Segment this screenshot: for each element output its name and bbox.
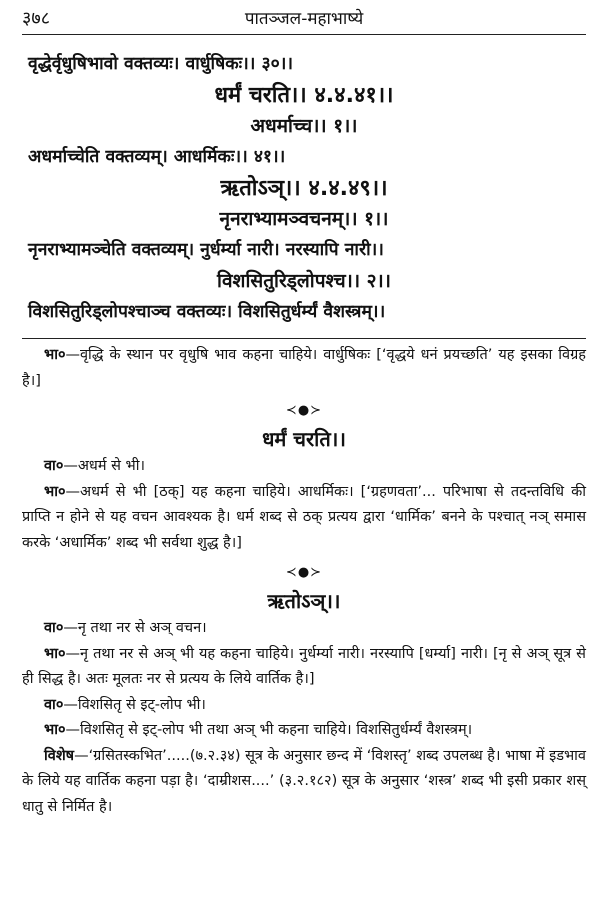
sutra-line: अधर्माच्चेति वक्तव्यम्। आधर्मिकः।। ४१।।	[28, 147, 286, 167]
commentary-paragraph: विशेष—‘ग्रसितस्कभित’.....(७.२.३४) सूत्र के अनुसार छन्द में ‘विशस्तृ’ शब्द उपलब्ध है। भाषा में इडभाव के लिये यह वार्तिक कहना पड़ा है। ‘दाम्रीशस....’ (३.२.१८२) सूत्र के अनुसार ‘शस्त्र’ शब्द भी इसी प्रकार शस् धातु से निर्मित है।	[22, 747, 586, 815]
section-heading: ऋतोऽञ्।।	[267, 589, 341, 613]
commentary-paragraph: भा०—विशसितृ से इट्-लोप भी तथा अञ् भी कहना चाहिये। विशसितुर्धर्म्यं वैशस्त्रम्।	[44, 722, 473, 738]
page-header	[22, 0, 586, 35]
sutra-line: वृद्धेर्वृधुषिभावो वक्तव्यः। वार्धुषिकः।। ३०।।	[28, 54, 293, 74]
sutra-heading: ऋतोऽञ्।। ४.४.४९।।	[220, 176, 388, 201]
sutra-line: विशसितुरिड्लोपश्चाञ्च वक्तव्यः। विशसितुर्धर्म्यं वैशस्त्रम्।।	[28, 302, 386, 322]
commentary-paragraph: वा०—नृ तथा नर से अञ् वचन।	[44, 620, 207, 636]
ornament-divider: ≺●≻	[285, 565, 323, 580]
commentary-paragraph: भा०—नृ तथा नर से अञ् भी यह कहना चाहिये। नुर्धर्म्या नारी। नरस्यापि [धर्म्या] नारी। [नृ से अञ् सूत्र से ही सिद्ध है। अतः मूलतः नर से प्रत्यय के लिये वार्तिक है।]	[22, 645, 586, 687]
vartika-heading: अधर्माच्च।। १।।	[250, 115, 358, 137]
commentary-paragraph: भा०—अधर्म से भी [ठक्] यह कहना चाहिये। आधर्मिकः। [‘ग्रहणवता’... परिभाषा से तदन्तविधि की प्राप्ति न होने से यह वचन आवश्यक है। धर्म शब्द से ठक् प्रत्यय द्वारा ‘धार्मिक’ बनने के पश्चात् नञ् समास करके ‘अधार्मिक’ शब्द भी सर्वथा शुद्ध है।]	[22, 483, 586, 551]
sutra-heading: धर्मं चरति।। ४.४.४१।।	[214, 83, 394, 108]
sutra-line: नृनराभ्यामञ्चेति वक्तव्यम्। नुर्धर्म्या नारी। नरस्यापि नारी।।	[28, 240, 384, 260]
vartika-heading: नृनराभ्यामञ्वचनम्।। १।।	[219, 208, 389, 230]
commentary-paragraph: वा०—अधर्म से भी।	[44, 458, 145, 474]
commentary-paragraph: वा०—विशसितृ से इट्-लोप भी।	[44, 696, 206, 713]
section-heading: धर्मं चरति।।	[262, 427, 346, 451]
running-title: पातञ्जल-महाभाष्ये	[244, 9, 364, 29]
page-number: ३७८	[22, 8, 51, 29]
vartika-heading: विशसितुरिड्लोपश्च।। २।।	[217, 270, 391, 292]
commentary-paragraph: भा०—वृद्धि के स्थान पर वृधुषि भाव कहना चाहिये। वार्धुषिकः [‘वृद्धये धनं प्रयच्छति’ यह इसका विग्रह है।]	[22, 347, 586, 389]
ornament-divider: ≺●≻	[285, 403, 323, 418]
sutra-block	[22, 35, 586, 339]
commentary	[22, 339, 586, 820]
